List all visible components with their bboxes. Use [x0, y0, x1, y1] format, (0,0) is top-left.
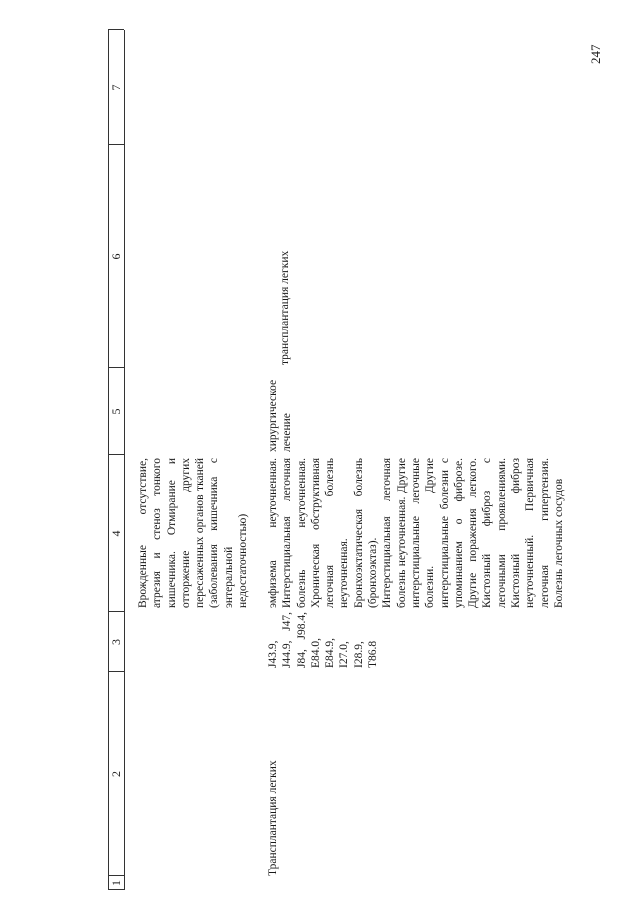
continuation-diagnosis-cell	[136, 458, 250, 608]
rotated-table	[108, 30, 639, 890]
page-number-text: 247	[588, 44, 603, 64]
column-number-1: 1	[109, 880, 123, 886]
icd-codes: J43.9, J44.9, J47, J84, J98.4, E84.0, E84.9, I27.0, I28.9, T86.8	[267, 612, 380, 668]
treatment-method: трансплантация легких	[279, 250, 291, 365]
column-number-2: 2	[109, 771, 123, 777]
diagnosis-text: эмфизема неуточненная. Интерстициальная легочная болезнь неуточненная. Хроническая обструктивная легочная болезнь неуточненная. Бронхоэктатическая болезнь (бронхоэктаз). Интерстициальная легочная болезнь неуточненная. Другие интерстициальные легочные болезни. Другие интерстициальные болезни с упоминанием о фиброзе. Другие поражения легкого. Кистозный фиброз с легочными проявлениями. Кистозный фиброз неуточненный. Первичная легочная гипертензия. Болезнь легочных сосудов	[267, 458, 565, 608]
column-number-5: 5	[109, 408, 123, 415]
treatment-method-cell	[278, 145, 292, 365]
icd-codes-cell	[266, 612, 380, 668]
column-number-4: 4	[109, 530, 123, 537]
procedure-name-cell	[266, 716, 280, 876]
column-number-6: 6	[109, 253, 123, 260]
column-number-3: 3	[109, 639, 123, 645]
procedure-name: Трансплантация легких	[267, 760, 279, 876]
treatment-type-cell	[266, 368, 295, 452]
column-number-7: 7	[109, 84, 123, 91]
continuation-diagnosis-text: Врожденные отсутствие, атрезия и стеноз тонкого кишечника. Отмирание и отторжение других пересаженных органов тканей (заболевания кишечника с энтеральной недостаточностью)	[137, 458, 250, 608]
header-bottom-rule	[124, 30, 125, 890]
treatment-type: хирургическое лечение	[267, 379, 294, 452]
diagnosis-cell	[266, 458, 566, 608]
